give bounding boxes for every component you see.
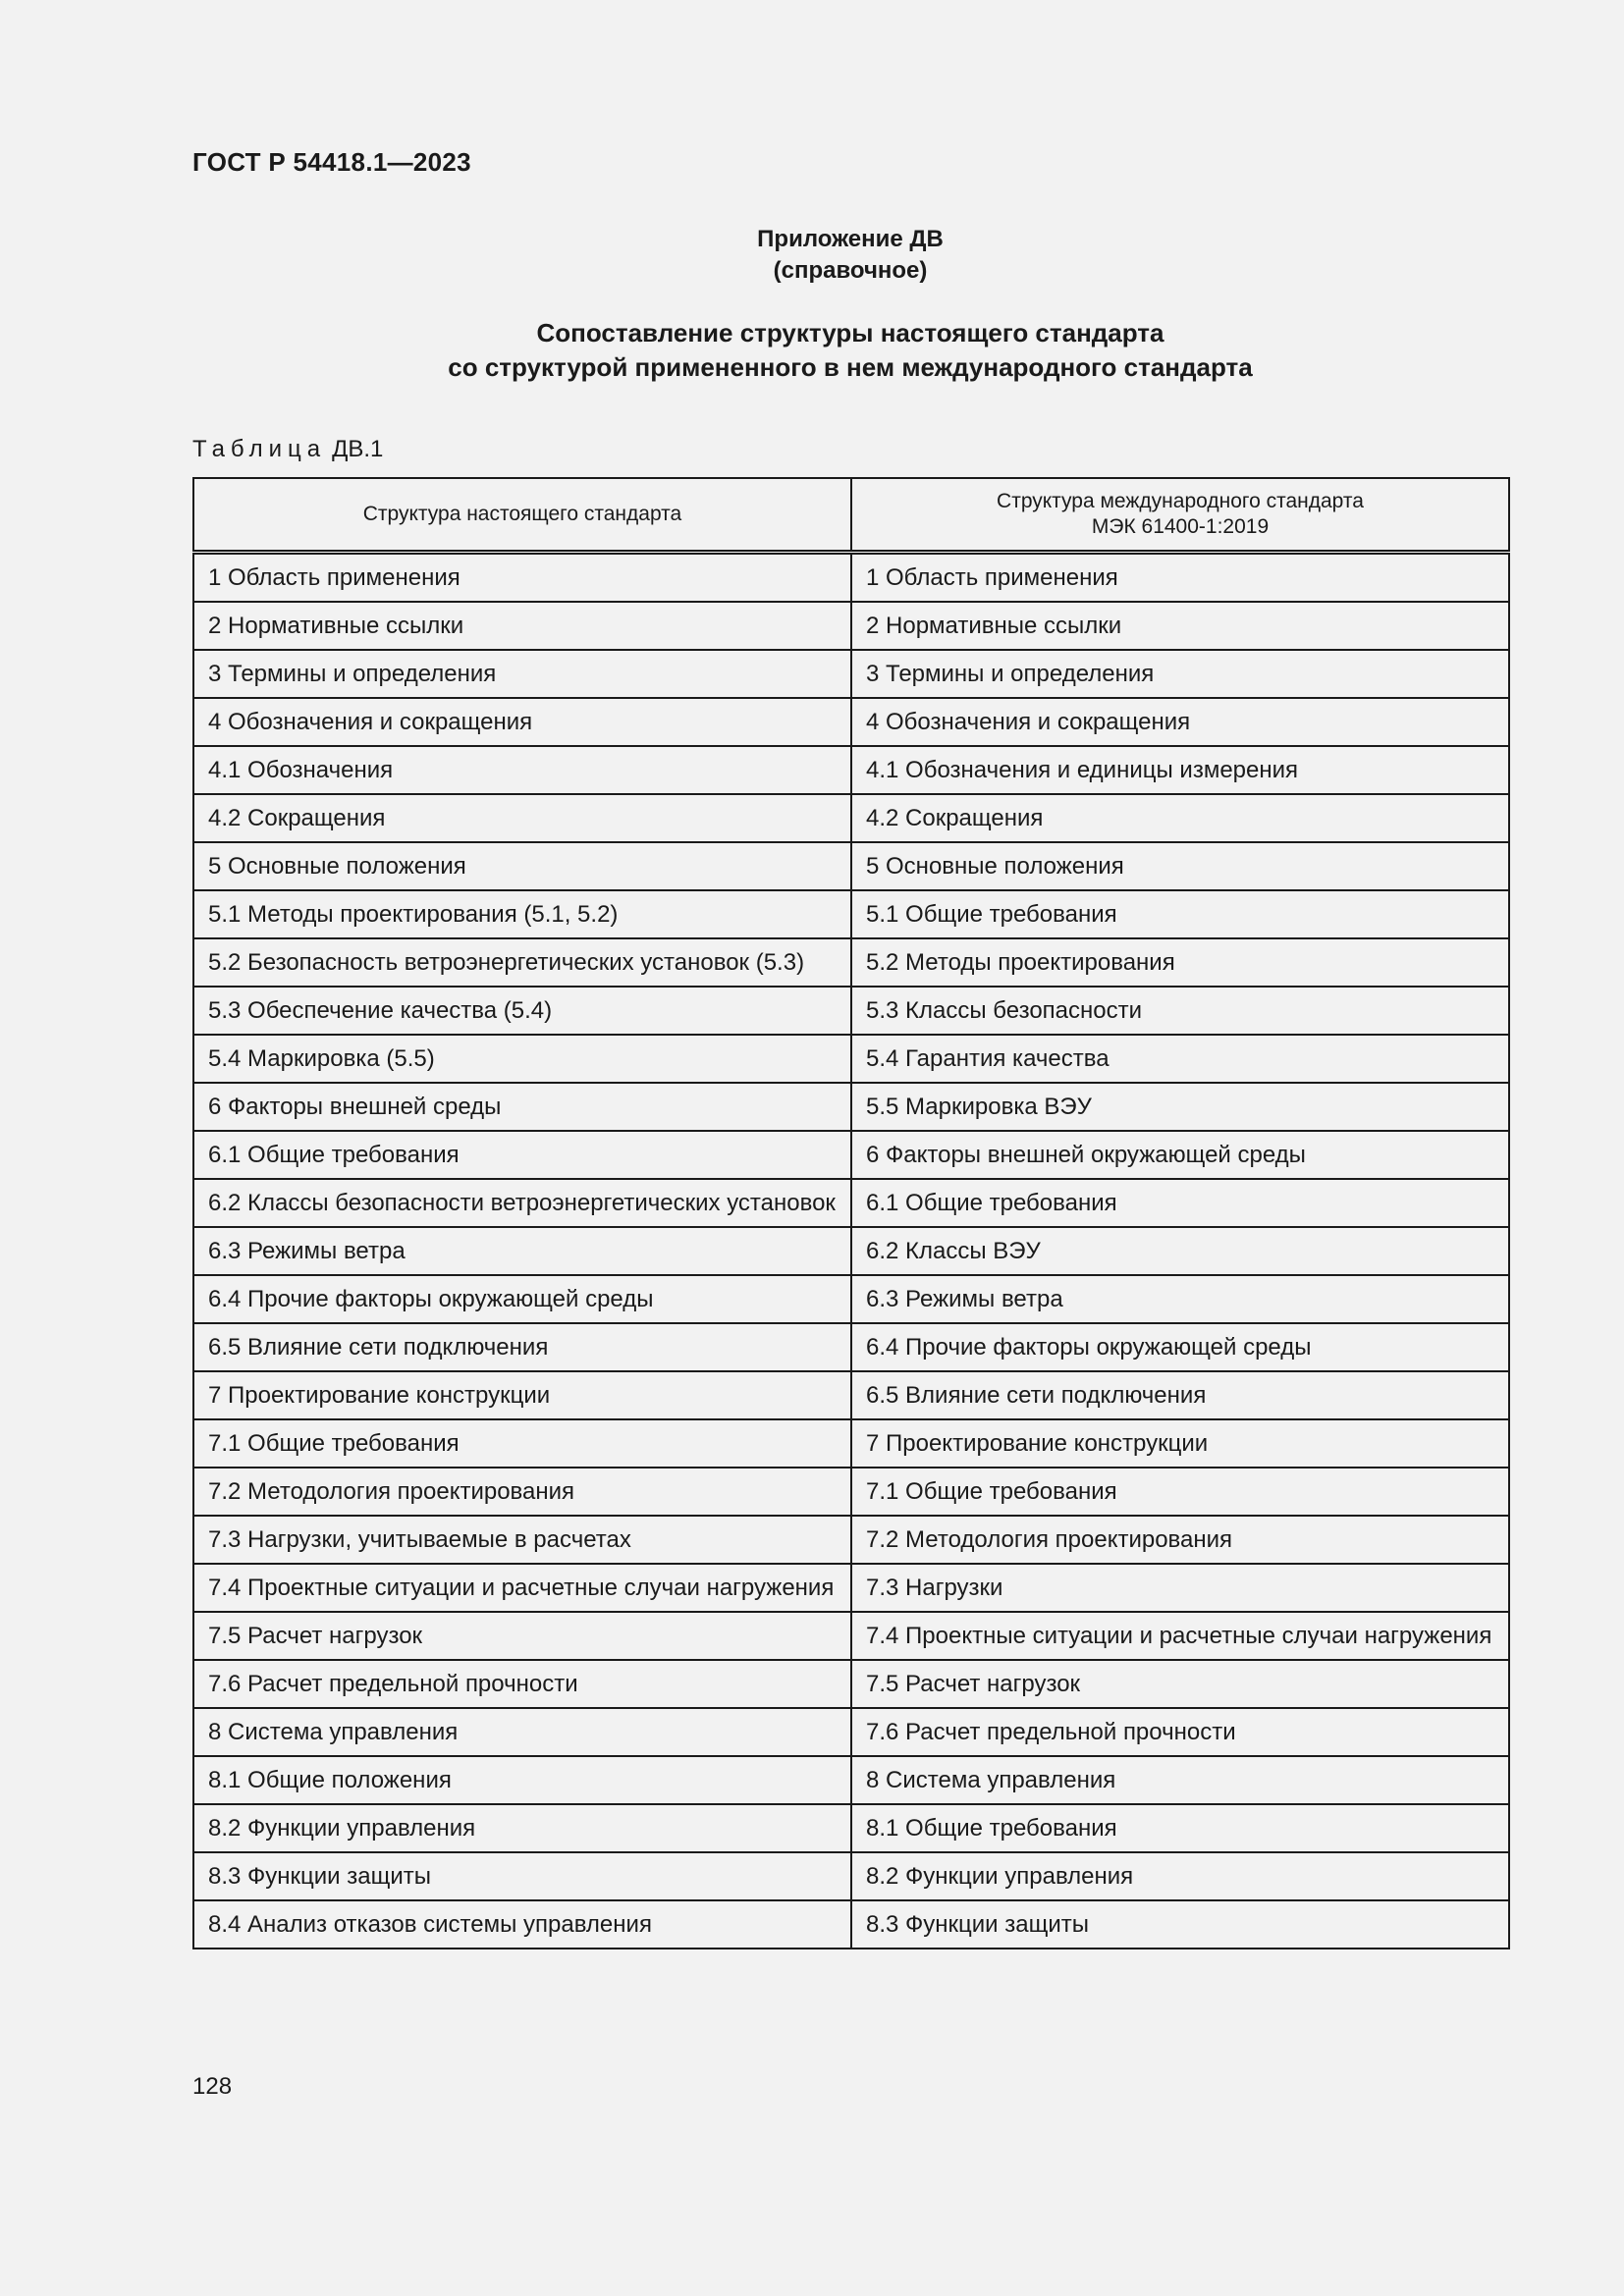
column-header-international-line-1: Структура международного стандарта (997, 490, 1364, 512)
comparison-table (192, 477, 1510, 1949)
cell-current-standard: 5.1 Методы проектирования (5.1, 5.2) (193, 890, 851, 938)
cell-international-standard: 3 Термины и определения (851, 650, 1509, 698)
cell-international-standard: 6.1 Общие требования (851, 1179, 1509, 1227)
section-title-line-2: со структурой примененного в нем международного стандарта (448, 352, 1253, 382)
table-body (193, 553, 1509, 1949)
table-row (193, 1564, 1509, 1612)
table-header-row (193, 478, 1509, 553)
cell-international-standard: 6.4 Прочие факторы окружающей среды (851, 1323, 1509, 1371)
cell-current-standard: 7.6 Расчет предельной прочности (193, 1660, 851, 1708)
cell-international-standard: 5.3 Классы безопасности (851, 987, 1509, 1035)
cell-current-standard: 6.2 Классы безопасности ветроэнергетических установок (193, 1179, 851, 1227)
cell-international-standard: 6 Факторы внешней окружающей среды (851, 1131, 1509, 1179)
cell-current-standard: 8 Система управления (193, 1708, 851, 1756)
table-row (193, 1708, 1509, 1756)
cell-international-standard: 7.5 Расчет нагрузок (851, 1660, 1509, 1708)
cell-international-standard: 6.3 Режимы ветра (851, 1275, 1509, 1323)
cell-current-standard: 8.4 Анализ отказов системы управления (193, 1900, 851, 1949)
table-caption-word: Таблица (192, 436, 327, 462)
cell-current-standard: 6.1 Общие требования (193, 1131, 851, 1179)
cell-international-standard: 7.2 Методология проектирования (851, 1516, 1509, 1564)
cell-current-standard: 6 Факторы внешней среды (193, 1083, 851, 1131)
cell-current-standard: 6.3 Режимы ветра (193, 1227, 851, 1275)
appendix-type: (справочное) (773, 257, 928, 284)
table-row (193, 1660, 1509, 1708)
table-row (193, 794, 1509, 842)
cell-international-standard: 8.2 Функции управления (851, 1852, 1509, 1900)
table-row (193, 602, 1509, 650)
cell-current-standard: 2 Нормативные ссылки (193, 602, 851, 650)
cell-current-standard: 3 Термины и определения (193, 650, 851, 698)
table-row (193, 1227, 1509, 1275)
cell-international-standard: 6.2 Классы ВЭУ (851, 1227, 1509, 1275)
table-row (193, 1804, 1509, 1852)
cell-international-standard: 2 Нормативные ссылки (851, 602, 1509, 650)
table-row (193, 842, 1509, 890)
table-caption-number: ДВ.1 (332, 436, 384, 462)
page-number: 128 (192, 2073, 233, 2100)
cell-current-standard: 1 Область применения (193, 553, 851, 603)
cell-current-standard: 6.4 Прочие факторы окружающей среды (193, 1275, 851, 1323)
cell-international-standard: 7.4 Проектные ситуации и расчетные случаи нагружения (851, 1612, 1509, 1660)
cell-current-standard: 4 Обозначения и сокращения (193, 698, 851, 746)
table-row (193, 1612, 1509, 1660)
table-row (193, 1179, 1509, 1227)
document-code: ГОСТ Р 54418.1—2023 (192, 147, 471, 177)
cell-international-standard: 8.3 Функции защиты (851, 1900, 1509, 1949)
column-header-international-line-2: МЭК 61400-1:2019 (1091, 515, 1270, 538)
table-row (193, 987, 1509, 1035)
cell-international-standard: 4.2 Сокращения (851, 794, 1509, 842)
table-row (193, 1900, 1509, 1949)
cell-international-standard: 7.3 Нагрузки (851, 1564, 1509, 1612)
column-header-international-standard (851, 478, 1509, 553)
cell-current-standard: 7.3 Нагрузки, учитываемые в расчетах (193, 1516, 851, 1564)
cell-international-standard: 5.1 Общие требования (851, 890, 1509, 938)
table-row (193, 1371, 1509, 1419)
section-title (192, 316, 1508, 385)
cell-international-standard: 7.1 Общие требования (851, 1468, 1509, 1516)
table-row (193, 1131, 1509, 1179)
cell-current-standard: 7 Проектирование конструкции (193, 1371, 851, 1419)
cell-international-standard: 7.6 Расчет предельной прочности (851, 1708, 1509, 1756)
table-row (193, 698, 1509, 746)
cell-current-standard: 8.2 Функции управления (193, 1804, 851, 1852)
table-row (193, 1468, 1509, 1516)
appendix-heading (192, 224, 1508, 287)
cell-international-standard: 8 Система управления (851, 1756, 1509, 1804)
cell-current-standard: 7.2 Методология проектирования (193, 1468, 851, 1516)
table-header (193, 478, 1509, 553)
table-row (193, 1756, 1509, 1804)
cell-international-standard: 7 Проектирование конструкции (851, 1419, 1509, 1468)
cell-international-standard: 5.4 Гарантия качества (851, 1035, 1509, 1083)
cell-international-standard: 5.2 Методы проектирования (851, 938, 1509, 987)
table-row (193, 1083, 1509, 1131)
table-row (193, 1419, 1509, 1468)
table-row (193, 553, 1509, 603)
column-header-current-standard: Структура настоящего стандарта (193, 478, 851, 553)
table-row (193, 1323, 1509, 1371)
table-row (193, 1852, 1509, 1900)
cell-current-standard: 5.2 Безопасность ветроэнергетических установок (5.3) (193, 938, 851, 987)
cell-current-standard: 4.2 Сокращения (193, 794, 851, 842)
section-title-line-1: Сопоставление структуры настоящего стандарта (536, 318, 1164, 347)
cell-international-standard: 5.5 Маркировка ВЭУ (851, 1083, 1509, 1131)
cell-current-standard: 8.3 Функции защиты (193, 1852, 851, 1900)
cell-current-standard: 4.1 Обозначения (193, 746, 851, 794)
table-row (193, 1516, 1509, 1564)
cell-international-standard: 5 Основные положения (851, 842, 1509, 890)
cell-international-standard: 6.5 Влияние сети подключения (851, 1371, 1509, 1419)
cell-current-standard: 5 Основные положения (193, 842, 851, 890)
appendix-title: Приложение ДВ (757, 226, 944, 252)
table-row (193, 1035, 1509, 1083)
cell-current-standard: 5.4 Маркировка (5.5) (193, 1035, 851, 1083)
cell-current-standard: 5.3 Обеспечение качества (5.4) (193, 987, 851, 1035)
cell-international-standard: 4 Обозначения и сокращения (851, 698, 1509, 746)
table-row (193, 938, 1509, 987)
cell-current-standard: 7.4 Проектные ситуации и расчетные случаи нагружения (193, 1564, 851, 1612)
table-row (193, 746, 1509, 794)
cell-current-standard: 7.5 Расчет нагрузок (193, 1612, 851, 1660)
table-caption (192, 436, 383, 463)
cell-current-standard: 7.1 Общие требования (193, 1419, 851, 1468)
cell-international-standard: 8.1 Общие требования (851, 1804, 1509, 1852)
cell-current-standard: 8.1 Общие положения (193, 1756, 851, 1804)
cell-international-standard: 1 Область применения (851, 553, 1509, 603)
cell-international-standard: 4.1 Обозначения и единицы измерения (851, 746, 1509, 794)
cell-current-standard: 6.5 Влияние сети подключения (193, 1323, 851, 1371)
table-row (193, 650, 1509, 698)
table-row (193, 1275, 1509, 1323)
table-row (193, 890, 1509, 938)
